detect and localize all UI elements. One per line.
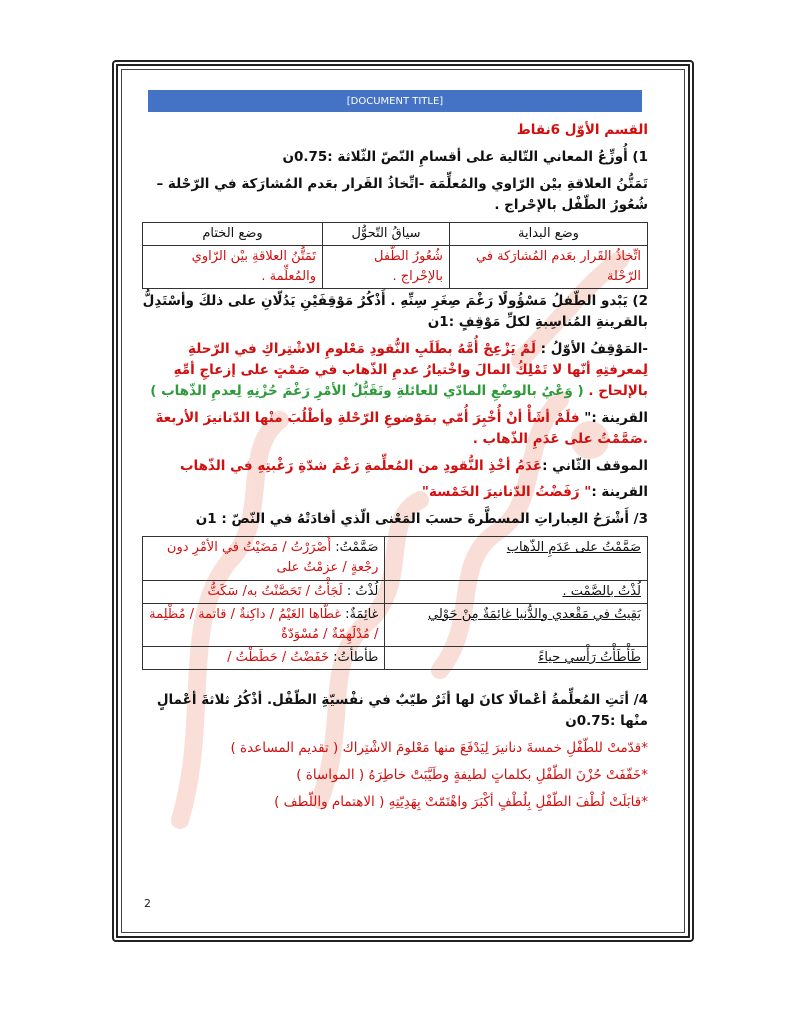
evidence-2-text: " رَفَضْتُ الدّنانيرَ الخَمْسة" bbox=[421, 484, 592, 501]
position-2 bbox=[142, 456, 648, 477]
meaning-label: غائِمَةٌ: bbox=[345, 606, 379, 622]
table-header: وضع الختام bbox=[143, 222, 323, 245]
evidence-1 bbox=[142, 408, 648, 450]
table-cell: تَمَتُّنُ العلاقةِ بيْن الرّاوي والمُعلِّمة . bbox=[143, 245, 323, 288]
evidence-2-label: القرينة : bbox=[591, 484, 648, 501]
list-item bbox=[142, 765, 648, 786]
list-item bbox=[142, 738, 648, 759]
meaning-text: لَجَأْتُ / تَحَصَّنْتُ به/ سَكَتُّ bbox=[207, 583, 347, 599]
action-note: ( تقديم المساعدة ) bbox=[230, 740, 343, 757]
phrase-cell: بَقِيتُ في مَقْعدي والدُّنيا غائِمَةٌ مِنْ حَوْلي bbox=[385, 603, 648, 646]
table-header: سياقُ التّحوُّل bbox=[323, 222, 450, 245]
phrase-cell: لُذْتُ بالصَّمْت . bbox=[385, 580, 648, 603]
meaning-text: غطّاها الغَيْمُ / داكِنةٌ / قاتمة / مُظْلِمة / مُدْلَهِمّةٌ / مُسْوَدّةٌ bbox=[149, 606, 379, 642]
position-2-label: الموقف الثّاني : bbox=[542, 457, 648, 474]
table-row bbox=[143, 537, 648, 580]
evidence-1-label: القرينة :" bbox=[584, 409, 648, 426]
table-row bbox=[143, 647, 648, 670]
position-1 bbox=[142, 339, 648, 402]
table-row bbox=[143, 603, 648, 646]
meaning-cell bbox=[143, 580, 385, 603]
position-2-text: عَدَمُ أخْذِ النُّقودِ من المُعلِّمةِ رَغْمَ شدّةِ رَغْبتِهِ في الذّهاب bbox=[179, 457, 543, 474]
action-text: *قابَلَتْ لُطْفَ الطّفْلِ بِلُطْفٍ أكْبَرَ واهْتَمّتْ بِهَدِيّتِهِ bbox=[388, 793, 648, 810]
meaning-text: خَفَضْتُ / حَطَطْتُ / bbox=[227, 650, 334, 666]
document-title: [DOCUMENT TITLE] bbox=[346, 95, 444, 107]
table-row bbox=[143, 580, 648, 603]
meaning-label: صَمَّمْتُ: bbox=[335, 540, 379, 556]
section-title: القسم الأوّل 6نقاط bbox=[516, 122, 648, 138]
question-1-table bbox=[142, 222, 648, 289]
action-note: ( المواساة ) bbox=[296, 766, 369, 783]
table-cell: اتِّخاذُ القَرار بعَدم المُشارَكة في الرّحْلة bbox=[449, 245, 647, 288]
question-3-prompt: 3/ أَشْرَحُ العِباراتِ المسطَّرةَ حسبَ المَعْنى الّذي أفادَتْهُ في النّصّ : 1ن bbox=[195, 511, 648, 528]
position-1-label: -المَوْقِفُ الأوّلُ : bbox=[540, 340, 648, 357]
page-number: 2 bbox=[144, 897, 151, 910]
question-3-table bbox=[142, 536, 648, 670]
meaning-cell bbox=[143, 603, 385, 646]
question-1-text: تَمَتُّنُ العلاقةِ بيْن الرّاوي والمُعلِّمَة -اتِّخاذُ القَرار بعَدم المُشارَكة في الرّحْلة – شُعُورُ الطّفْل بالإحْراج . bbox=[156, 175, 648, 213]
meaning-label: لُذْتُ : bbox=[346, 583, 379, 599]
question-4-prompt: 4/ أتَتِ المُعلِّمةُ أعْمالًا كانَ لها أثَرٌ طيّبٌ في نفْسيّةِ الطّفْل. أذْكُرُ ثلاثةَ أعْمالٍ منْها :0.75ن bbox=[156, 692, 648, 730]
meaning-cell bbox=[143, 537, 385, 580]
action-note: ( الاهتمام واللّطف ) bbox=[274, 793, 389, 810]
meaning-label: طأطأتُ: bbox=[333, 650, 379, 666]
evidence-1-text: فلَمْ أشَأْ أنْ أُخْبِرَ أُمّي بمَوْضوعِ الرّحْلةِ وأطْلُبَ منْها الدّنانيرَ الأربعةَ .صَمَّمْتُ على عَدَمِ الذّهاب . bbox=[155, 409, 648, 447]
evidence-2 bbox=[142, 482, 648, 503]
position-1-note: ( وَعْيٌ بالوضْعِ المادّي للعائلةِ وتَقَبُّلُ الأمْرِ رَغْمَ حُزْنِهِ لِعدمِ الذّهاب ) bbox=[150, 382, 584, 399]
question-1-prompt: 1) أُوزِّعُ المعاني التّالية على أقسامِ النّصّ الثّلاثة :0.75ن bbox=[282, 148, 648, 165]
phrase-cell: طَأْطَأْتُ رَأْسي حياءً bbox=[385, 647, 648, 670]
meaning-cell bbox=[143, 647, 385, 670]
worksheet-content bbox=[142, 120, 648, 819]
phrase-cell: صَمَّمْتُ على عَدَمِ الذّهاب bbox=[385, 537, 648, 580]
position-1-text: لَمْ يَزْعِجْ أُمَّهُ بطَلَبِ النُّقودِ مَعْلومِ الاشْتِراكِ في الرّحلةِ لِمعرفتِهِ أنّها لا تَمْلِكُ المالَ واخْتيارُ عدمِ الذّهاب في صَمْتٍ على إزعاجِ أمِّهِ بالإلحاح . bbox=[173, 340, 648, 399]
meaning-text: أَصْرَرْتُ / مَضَيْتُ في الأمْرِ دون رجْعةٍ / عزمْتُ على bbox=[166, 540, 379, 576]
table-header: وضع البداية bbox=[449, 222, 647, 245]
action-text: *قدّمتْ للطّفْلِ خمسةَ دنانيرَ لِيَدْفَعَ منها مَعْلومَ الاشْتِراك bbox=[342, 740, 648, 757]
document-title-bar bbox=[148, 90, 642, 112]
table-cell: شُعُورُ الطّفل بالإحْراج . bbox=[323, 245, 450, 288]
question-2-prompt: 2) يَبْدو الطّفلُ مَسْؤُولًا رَغْمَ صِغَرِ سِنِّهِ . أَذْكُرُ مَوْقِفَيْنِ يَدُلّانِ على ذلكَ وأسْتَدِلُّ بالقرينةِ المُناسِبةِ لكلِّ مَوْقِفٍ :1ن bbox=[142, 293, 648, 331]
action-text: *خَفّفَتْ حُزْنَ الطّفْلِ بكلماتٍ لطيفةٍ وطَيَّبَتْ خاطِرَهُ bbox=[368, 766, 648, 783]
list-item bbox=[142, 792, 648, 813]
